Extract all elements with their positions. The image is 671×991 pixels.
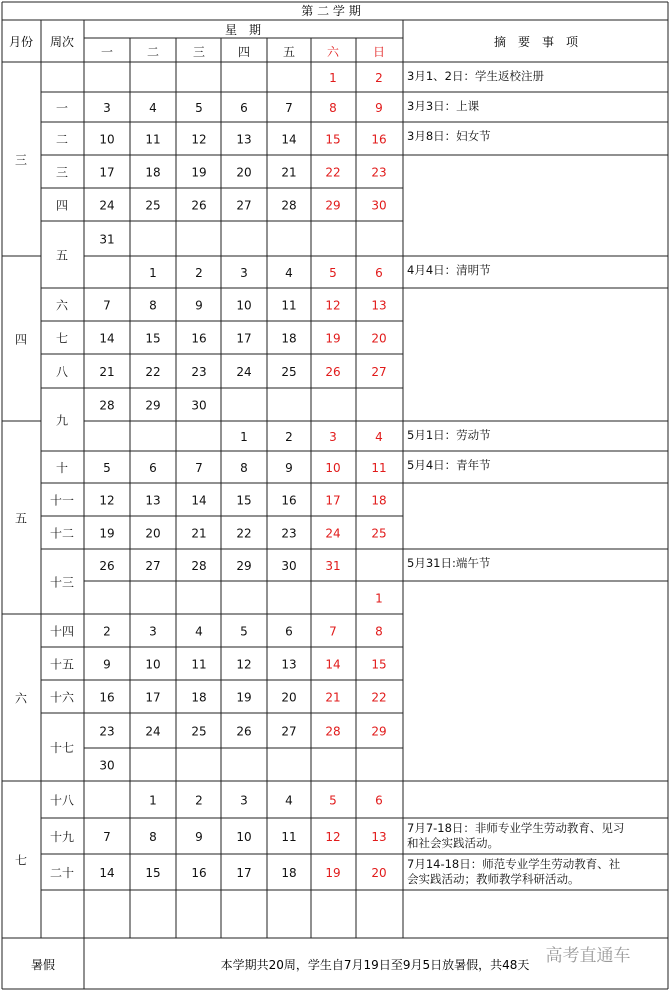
day-cell: 19 xyxy=(99,526,115,541)
note-item: 5月31日:端午节 xyxy=(407,556,491,570)
day-cell: 8 xyxy=(149,830,157,844)
note-item: 3月1、2日：学生返校注册 xyxy=(407,69,544,83)
day-cell: 8 xyxy=(240,461,248,475)
day-cell: 22 xyxy=(236,526,252,541)
day-cell: 21 xyxy=(191,526,207,541)
day-cell: 15 xyxy=(145,866,161,880)
day-cell: 16 xyxy=(371,132,387,147)
week-number-label: 十八 xyxy=(49,793,75,808)
note-item: 7月7-18日：非师专业学生劳动教育、见习 xyxy=(407,821,625,835)
day-cell: 14 xyxy=(99,866,115,880)
weekday-header: 一 xyxy=(100,45,114,59)
day-cell: 24 xyxy=(325,526,341,541)
day-cell: 11 xyxy=(191,657,207,672)
day-cell: 3 xyxy=(103,101,111,115)
day-cell: 20 xyxy=(371,866,387,880)
summer-vacation-text: 本学期共20周，学生自7月19日至9月5日放暑假，共48天 xyxy=(220,958,530,972)
day-cell: 28 xyxy=(99,398,115,413)
day-cell: 12 xyxy=(236,657,252,672)
week-number-header: 周次 xyxy=(49,35,75,49)
summer-vacation-label: 暑假 xyxy=(30,958,56,972)
day-cell: 4 xyxy=(285,266,293,280)
week-number-labels xyxy=(50,101,75,880)
day-cell: 17 xyxy=(325,493,341,508)
day-cell: 26 xyxy=(99,559,115,573)
day-cell: 1 xyxy=(375,591,383,606)
day-cell: 14 xyxy=(281,132,297,147)
day-cell: 16 xyxy=(191,866,207,880)
day-cell: 19 xyxy=(236,690,252,705)
weekday-header: 六 xyxy=(326,45,340,59)
day-cell: 1 xyxy=(149,793,157,808)
day-cell: 29 xyxy=(236,559,252,573)
day-cell: 27 xyxy=(145,559,161,573)
day-cell: 19 xyxy=(325,331,341,346)
day-cell: 23 xyxy=(371,165,387,180)
day-cell: 27 xyxy=(236,198,252,213)
day-cell: 13 xyxy=(281,657,297,672)
notes-column xyxy=(407,69,624,886)
day-cell: 24 xyxy=(145,724,161,739)
day-cell: 6 xyxy=(149,461,157,475)
week-number-label: 十一 xyxy=(49,493,75,508)
day-cell: 5 xyxy=(103,461,111,475)
week-number-label: 二十 xyxy=(49,866,75,880)
day-cell: 26 xyxy=(191,198,207,213)
day-cell: 10 xyxy=(325,461,341,475)
weekday-header: 三 xyxy=(192,45,206,59)
day-cell: 30 xyxy=(191,398,207,413)
day-cell: 24 xyxy=(236,365,252,379)
month-label: 四 xyxy=(14,332,28,347)
day-cell: 3 xyxy=(149,624,157,639)
day-cell: 21 xyxy=(325,690,341,705)
day-cell: 12 xyxy=(191,132,207,147)
day-cell: 30 xyxy=(371,198,387,213)
day-cell: 7 xyxy=(329,624,337,639)
day-cell: 21 xyxy=(281,165,297,180)
day-cell: 6 xyxy=(375,793,383,808)
week-number-label: 四 xyxy=(55,198,69,213)
day-cell: 2 xyxy=(103,624,111,639)
day-cell: 13 xyxy=(145,493,161,508)
day-cell: 28 xyxy=(281,198,297,213)
day-cell: 18 xyxy=(191,690,207,705)
day-cell: 1 xyxy=(240,430,248,444)
day-cell: 29 xyxy=(371,724,387,739)
week-number-label: 十六 xyxy=(49,690,75,705)
week-number-label: 十二 xyxy=(49,526,75,541)
day-cell: 10 xyxy=(99,132,115,147)
weekday-headers xyxy=(101,45,385,59)
day-cell: 16 xyxy=(281,493,297,508)
day-cell: 11 xyxy=(145,132,161,147)
day-cell: 15 xyxy=(145,331,161,346)
day-cell: 15 xyxy=(371,657,387,672)
day-cell: 8 xyxy=(329,101,337,115)
week-number-label: 十五 xyxy=(49,657,75,672)
note-item: 和社会实践活动。 xyxy=(407,836,499,850)
day-cell: 16 xyxy=(191,331,207,346)
day-cell: 21 xyxy=(99,365,115,379)
day-cell: 20 xyxy=(371,331,387,346)
week-number-label: 一 xyxy=(55,101,69,115)
week-number-label: 九 xyxy=(55,413,69,428)
month-label: 七 xyxy=(14,853,28,868)
day-cell: 8 xyxy=(375,624,383,639)
note-item: 5月4日：青年节 xyxy=(407,458,491,472)
day-cell: 17 xyxy=(145,690,161,705)
day-cell: 9 xyxy=(195,298,203,313)
day-cell: 18 xyxy=(145,165,161,180)
day-cell: 3 xyxy=(329,430,337,444)
day-cell: 18 xyxy=(371,493,387,508)
day-cell: 2 xyxy=(375,71,383,85)
day-cell: 20 xyxy=(281,690,297,705)
day-cell: 10 xyxy=(236,830,252,844)
week-number-label: 十三 xyxy=(49,575,75,590)
watermark: 高考直通车 xyxy=(545,946,631,966)
day-cell: 27 xyxy=(371,365,387,379)
day-cell: 23 xyxy=(99,724,115,739)
day-cell: 7 xyxy=(285,101,293,115)
day-cell: 30 xyxy=(99,758,115,773)
day-cell: 10 xyxy=(236,298,252,313)
day-cell: 12 xyxy=(99,493,115,508)
day-cell: 17 xyxy=(236,331,252,346)
day-cell: 30 xyxy=(281,559,297,573)
day-cell: 13 xyxy=(371,830,387,844)
day-cell: 22 xyxy=(371,690,387,705)
day-cell: 25 xyxy=(145,198,161,213)
day-cell: 18 xyxy=(281,331,297,346)
week-number-label: 十四 xyxy=(49,624,75,639)
day-cell: 7 xyxy=(195,461,203,475)
month-labels xyxy=(15,153,28,868)
day-cell: 3 xyxy=(240,266,248,280)
day-cell: 14 xyxy=(99,331,115,346)
day-cell: 20 xyxy=(145,526,161,541)
day-cell: 22 xyxy=(145,365,161,379)
note-item: 5月1日：劳动节 xyxy=(407,428,491,442)
day-cell: 29 xyxy=(325,198,341,213)
week-number-label: 十七 xyxy=(49,741,75,755)
day-cell: 8 xyxy=(149,298,157,313)
week-number-label: 十 xyxy=(55,461,69,475)
day-cell: 10 xyxy=(145,657,161,672)
week-number-label: 五 xyxy=(55,248,69,263)
day-cell: 17 xyxy=(99,165,115,180)
day-cell: 6 xyxy=(375,266,383,280)
notes-header: 摘 要 事 项 xyxy=(493,35,579,49)
week-number-label: 三 xyxy=(55,165,69,180)
day-cell: 22 xyxy=(325,165,341,180)
day-cell: 23 xyxy=(281,526,297,541)
day-cell: 14 xyxy=(191,493,207,508)
day-cell: 12 xyxy=(325,298,341,313)
note-item: 7月14-18日：师范专业学生劳动教育、社 xyxy=(407,857,621,871)
note-item: 会实践活动；教师教学科研活动。 xyxy=(407,872,580,886)
month-label: 三 xyxy=(14,153,28,167)
day-cell: 11 xyxy=(281,830,297,844)
day-cell: 17 xyxy=(236,866,252,880)
month-label: 六 xyxy=(14,691,28,706)
weekday-header: 五 xyxy=(282,45,296,59)
day-cell: 3 xyxy=(240,793,248,808)
day-cell: 19 xyxy=(325,866,341,880)
day-cell: 19 xyxy=(191,165,207,180)
month-header: 月份 xyxy=(8,35,34,49)
day-cell: 13 xyxy=(371,298,387,313)
day-cell: 4 xyxy=(375,430,383,444)
day-cell: 5 xyxy=(195,101,203,115)
day-cell: 13 xyxy=(236,132,252,147)
day-cell: 5 xyxy=(329,266,337,280)
week-number-label: 六 xyxy=(55,298,69,313)
day-cell: 7 xyxy=(103,830,111,844)
weekday-header: 日 xyxy=(372,45,386,59)
day-cell: 18 xyxy=(281,866,297,880)
day-cell: 28 xyxy=(325,724,341,739)
day-cell: 20 xyxy=(236,165,252,180)
day-cell: 9 xyxy=(375,101,383,115)
day-cell: 31 xyxy=(99,232,115,247)
day-cell: 1 xyxy=(149,266,157,280)
day-cell: 27 xyxy=(281,724,297,739)
note-item: 3月3日：上课 xyxy=(407,99,480,113)
day-cell: 9 xyxy=(103,657,111,672)
week-number-label: 二 xyxy=(55,132,69,147)
day-cell: 14 xyxy=(325,657,341,672)
day-cell: 25 xyxy=(281,365,297,379)
weekday-header: 四 xyxy=(237,45,251,59)
day-cell: 25 xyxy=(371,526,387,541)
weekday-group-header: 星 期 xyxy=(224,23,262,37)
day-cell: 29 xyxy=(145,398,161,413)
day-cell: 16 xyxy=(99,690,115,705)
week-number-label: 七 xyxy=(55,331,69,346)
day-cell: 24 xyxy=(99,198,115,213)
day-cell: 25 xyxy=(191,724,207,739)
day-cell: 5 xyxy=(240,624,248,639)
day-cell: 2 xyxy=(195,793,203,808)
day-cell: 1 xyxy=(329,71,337,85)
day-cell: 11 xyxy=(281,298,297,313)
day-cell: 11 xyxy=(371,461,387,475)
day-cell: 6 xyxy=(240,101,248,115)
week-number-label: 八 xyxy=(55,365,69,379)
day-cell: 15 xyxy=(325,132,341,147)
semester-title: 第 二 学 期 xyxy=(301,4,361,18)
note-item: 4月4日：清明节 xyxy=(407,263,491,277)
day-cell: 15 xyxy=(236,493,252,508)
day-cell: 2 xyxy=(285,430,293,444)
day-cell: 4 xyxy=(285,793,293,808)
day-cell: 26 xyxy=(325,365,341,379)
day-cell: 31 xyxy=(325,559,341,573)
day-cell: 2 xyxy=(195,266,203,280)
day-cell: 26 xyxy=(236,724,252,739)
day-cell: 7 xyxy=(103,298,111,313)
day-cell: 4 xyxy=(149,101,157,115)
calendar-days xyxy=(99,71,386,880)
day-cell: 6 xyxy=(285,624,293,639)
day-cell: 9 xyxy=(195,830,203,844)
day-cell: 23 xyxy=(191,365,207,379)
week-number-label: 十九 xyxy=(49,830,75,844)
month-label: 五 xyxy=(14,511,28,526)
day-cell: 4 xyxy=(195,624,203,639)
day-cell: 12 xyxy=(325,830,341,844)
day-cell: 9 xyxy=(285,461,293,475)
weekday-header: 二 xyxy=(146,45,160,59)
day-cell: 28 xyxy=(191,559,207,573)
day-cell: 5 xyxy=(329,793,337,808)
note-item: 3月8日：妇女节 xyxy=(407,129,491,143)
